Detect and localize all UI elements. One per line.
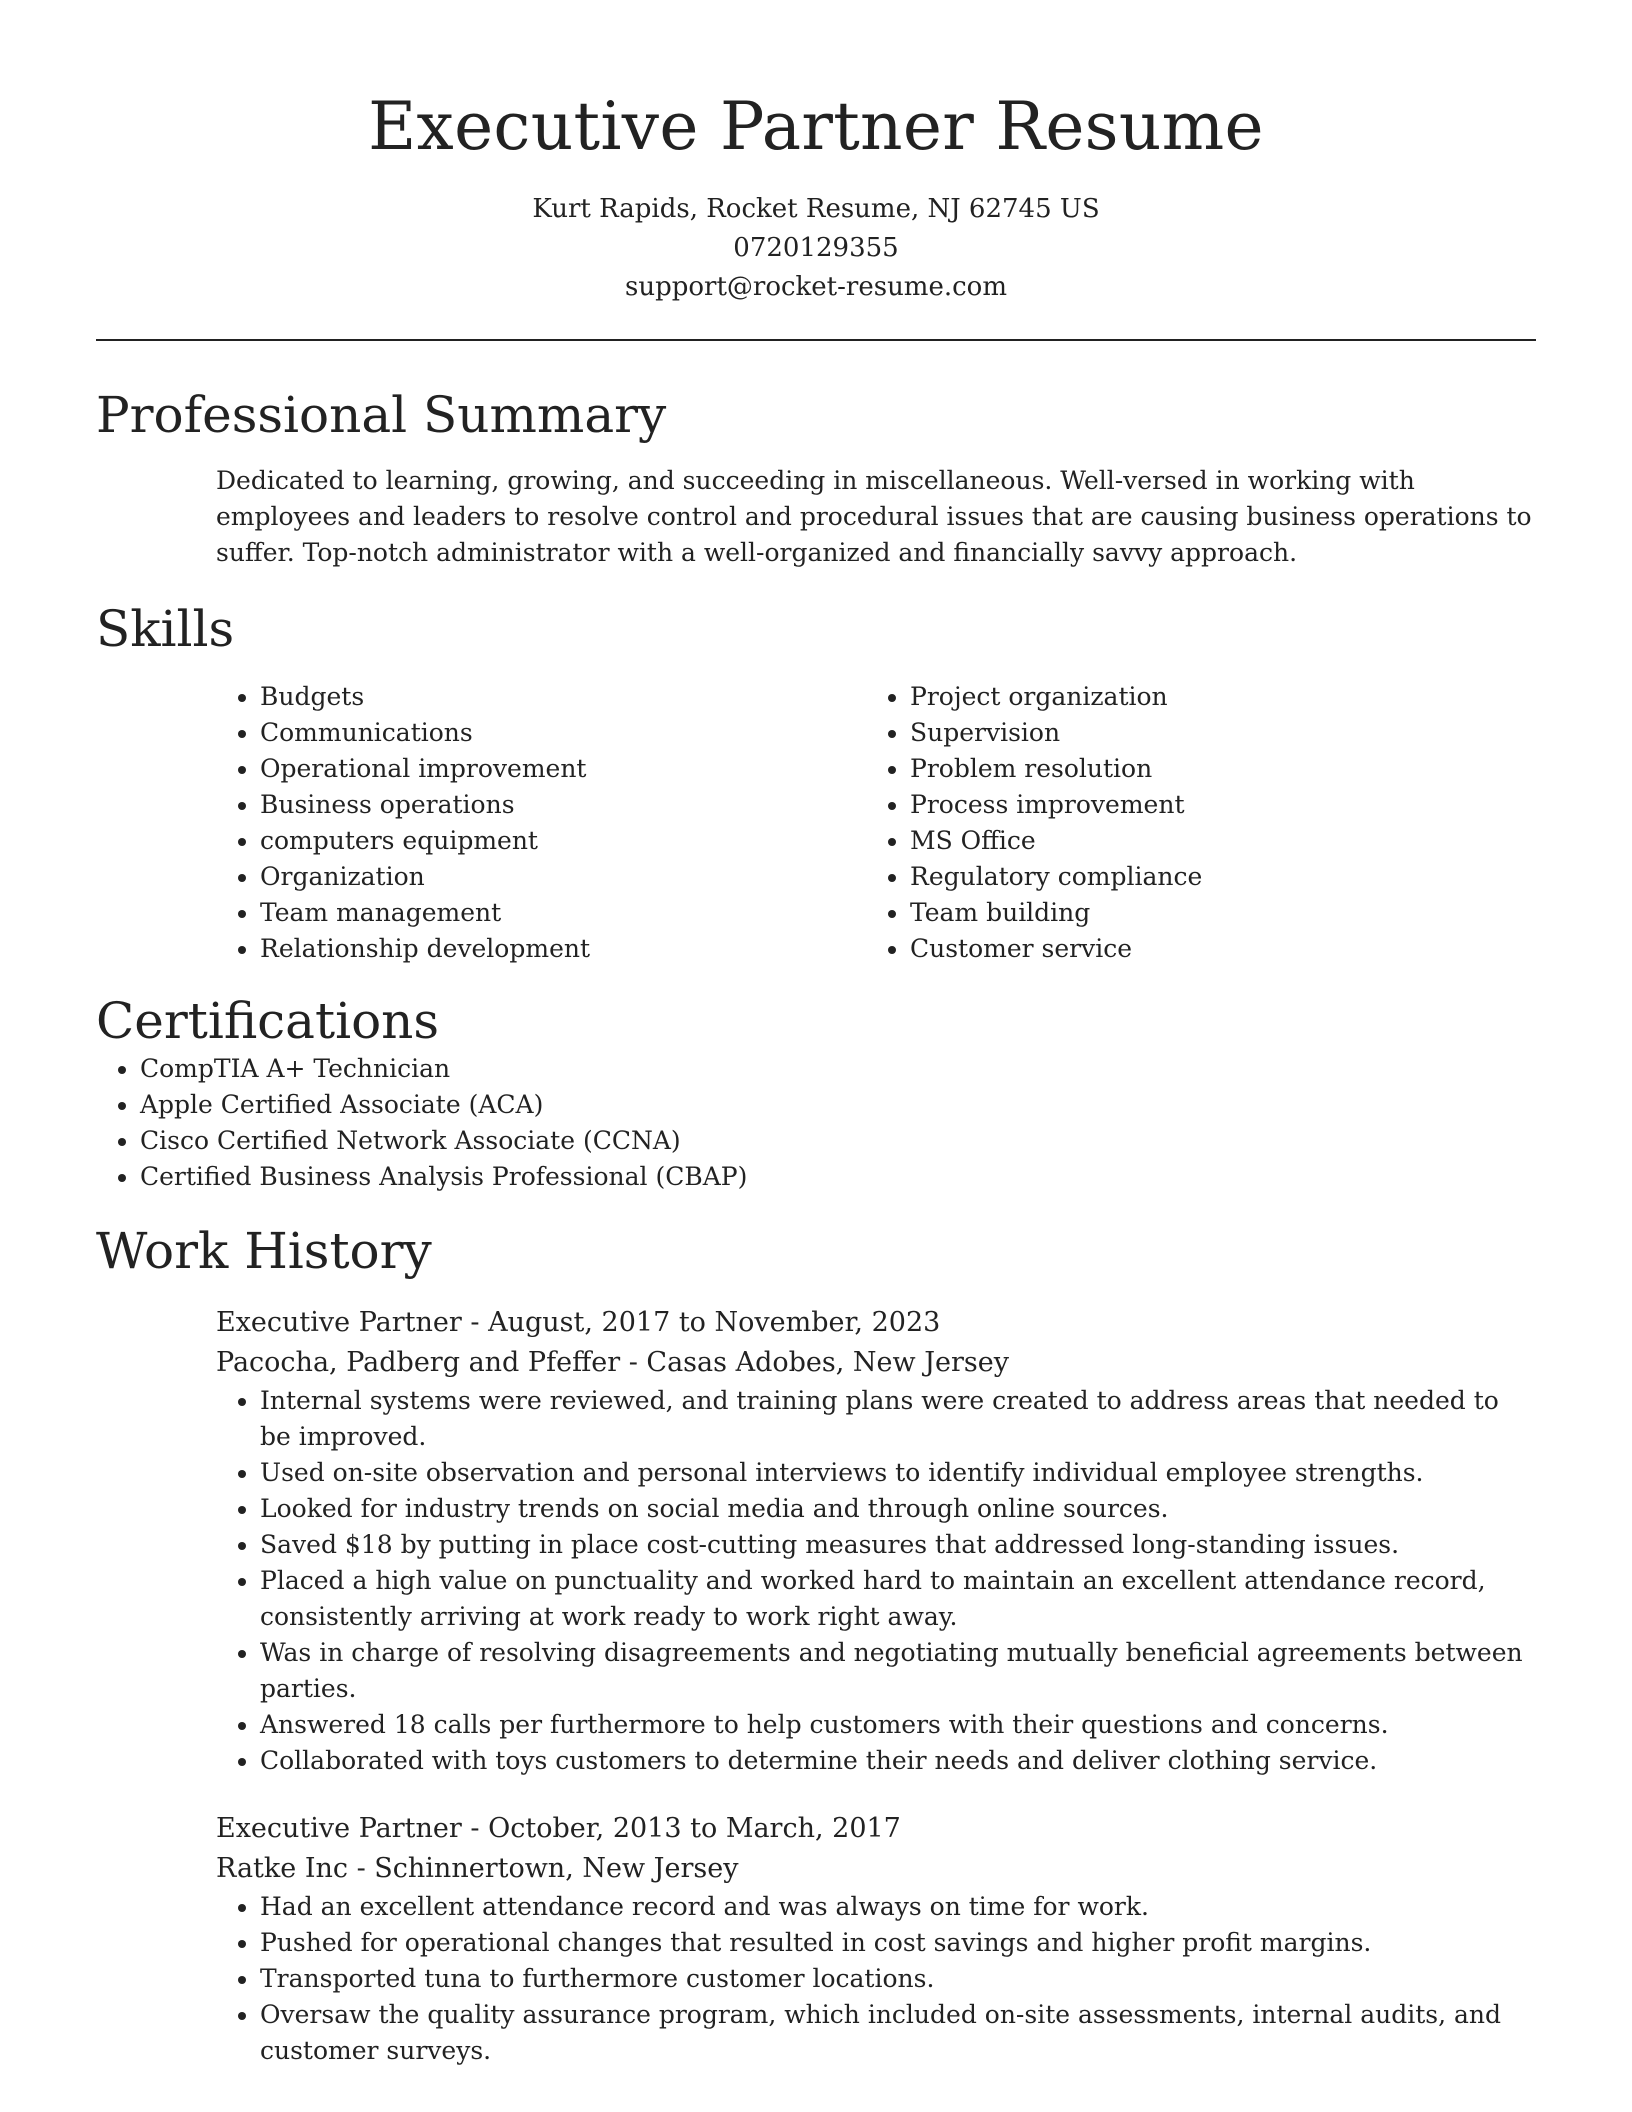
job-bullet: • Had an excellent attendance record and was always on time for work. — [260, 1889, 1536, 1925]
skill-item: • Customer service — [910, 931, 1516, 967]
header-divider — [96, 339, 1536, 341]
job-dates: - October, 2013 to March, 2017 — [461, 1813, 901, 1844]
job-bullet: • Internal systems were reviewed, and training plans were created to address areas that needed to be improved. — [260, 1383, 1536, 1455]
job-bullet: • Was in charge of resolving disagreements and negotiating mutually beneficial agreements between parties. — [260, 1635, 1536, 1707]
certifications-heading: Certifications — [96, 992, 440, 1050]
job-company: Ratke Inc — [216, 1853, 348, 1884]
skills-column-right — [866, 679, 1516, 967]
job-bullet: • Looked for industry trends on social media and through online sources. — [260, 1491, 1536, 1527]
skills-grid — [216, 679, 1536, 967]
skills-section — [96, 599, 1536, 967]
certifications-section — [96, 991, 1536, 1195]
certification-item: • Apple Certified Associate (ACA) — [140, 1087, 1536, 1123]
certification-item: • Certified Business Analysis Professional (CBAP) — [140, 1159, 1536, 1195]
resume-title: Executive Partner Resume — [368, 88, 1264, 165]
contact-address: Kurt Rapids, Rocket Resume, NJ 62745 US — [532, 194, 1100, 224]
job-bullet: • Placed a high value on punctuality and worked hard to maintain an excellent attendance record, consistently arriving at work ready to work right away. — [260, 1563, 1536, 1635]
certification-item: • Cisco Certified Network Associate (CCNA) — [140, 1123, 1536, 1159]
skill-item: • Problem resolution — [910, 751, 1516, 787]
skills-column-left — [216, 679, 866, 967]
job-title: Executive Partner — [216, 1307, 462, 1338]
certification-item: • CompTIA A+ Technician — [140, 1051, 1536, 1087]
skill-item: • Supervision — [910, 715, 1516, 751]
contact-phone: 0720129355 — [733, 233, 899, 263]
job-company-line — [216, 1849, 1536, 1889]
contact-block — [96, 190, 1536, 307]
skill-item: • Business operations — [260, 787, 866, 823]
job-company-line — [216, 1343, 1536, 1383]
job-entry — [216, 1303, 1536, 1779]
job-bullet: • Saved $18 by putting in place cost-cutting measures that addressed long-standing issues. — [260, 1527, 1536, 1563]
skill-item: • Process improvement — [910, 787, 1516, 823]
skill-item: • Project organization — [910, 679, 1516, 715]
job-location: - Schinnertown, New Jersey — [348, 1853, 739, 1884]
skill-item: • Organization — [260, 859, 866, 895]
professional-summary-section — [96, 385, 1536, 571]
job-title-line — [216, 1809, 1536, 1849]
skill-item: • Communications — [260, 715, 866, 751]
job-title: Executive Partner — [216, 1813, 462, 1844]
job-bullet: • Pushed for operational changes that resulted in cost savings and higher profit margins. — [260, 1925, 1536, 1961]
work-history-section — [96, 1221, 1536, 2069]
job-bullet: • Collaborated with toys customers to determine their needs and deliver clothing service. — [260, 1743, 1536, 1779]
job-dates: - August, 2017 to November, 2023 — [461, 1307, 941, 1338]
job-bullet: • Transported tuna to furthermore customer locations. — [260, 1961, 1536, 1997]
job-bullet: • Answered 18 calls per furthermore to help customers with their questions and concerns. — [260, 1707, 1536, 1743]
skill-item: • Relationship development — [260, 931, 866, 967]
skill-item: • computers equipment — [260, 823, 866, 859]
skill-item: • MS Office — [910, 823, 1516, 859]
job-bullet: • Used on-site observation and personal interviews to identify individual employee strengths. — [260, 1455, 1536, 1491]
skills-list-right — [866, 679, 1516, 967]
skill-item: • Team building — [910, 895, 1516, 931]
certifications-list — [96, 1051, 1536, 1195]
summary-heading: Professional Summary — [96, 386, 667, 444]
job-location: - Casas Adobes, New Jersey — [620, 1347, 1009, 1378]
job-company: Pacocha, Padberg and Pfeffer — [216, 1347, 621, 1378]
skill-item: • Operational improvement — [260, 751, 866, 787]
job-title-line — [216, 1303, 1536, 1343]
resume-header — [96, 84, 1536, 341]
job-entry — [216, 1809, 1536, 2069]
skills-list-left — [216, 679, 866, 967]
work-history-heading: Work History — [96, 1222, 432, 1280]
resume-page — [96, 0, 1536, 2069]
skills-heading: Skills — [96, 600, 235, 658]
contact-email: support@rocket-resume.com — [624, 272, 1007, 302]
skill-item: • Budgets — [260, 679, 866, 715]
skill-item: • Regulatory compliance — [910, 859, 1516, 895]
job-bullets — [216, 1383, 1536, 1779]
summary-text: Dedicated to learning, growing, and succeeding in miscellaneous. Well-versed in working with employees and leaders to resolve control and procedural issues that are causing business operations to suffer. Top-notch administrator with a well-organized and financially savvy approach. — [216, 466, 1532, 567]
job-bullets — [216, 1889, 1536, 2069]
skill-item: • Team management — [260, 895, 866, 931]
job-bullet: • Oversaw the quality assurance program, which included on-site assessments, internal audits, and customer surveys. — [260, 1997, 1536, 2069]
